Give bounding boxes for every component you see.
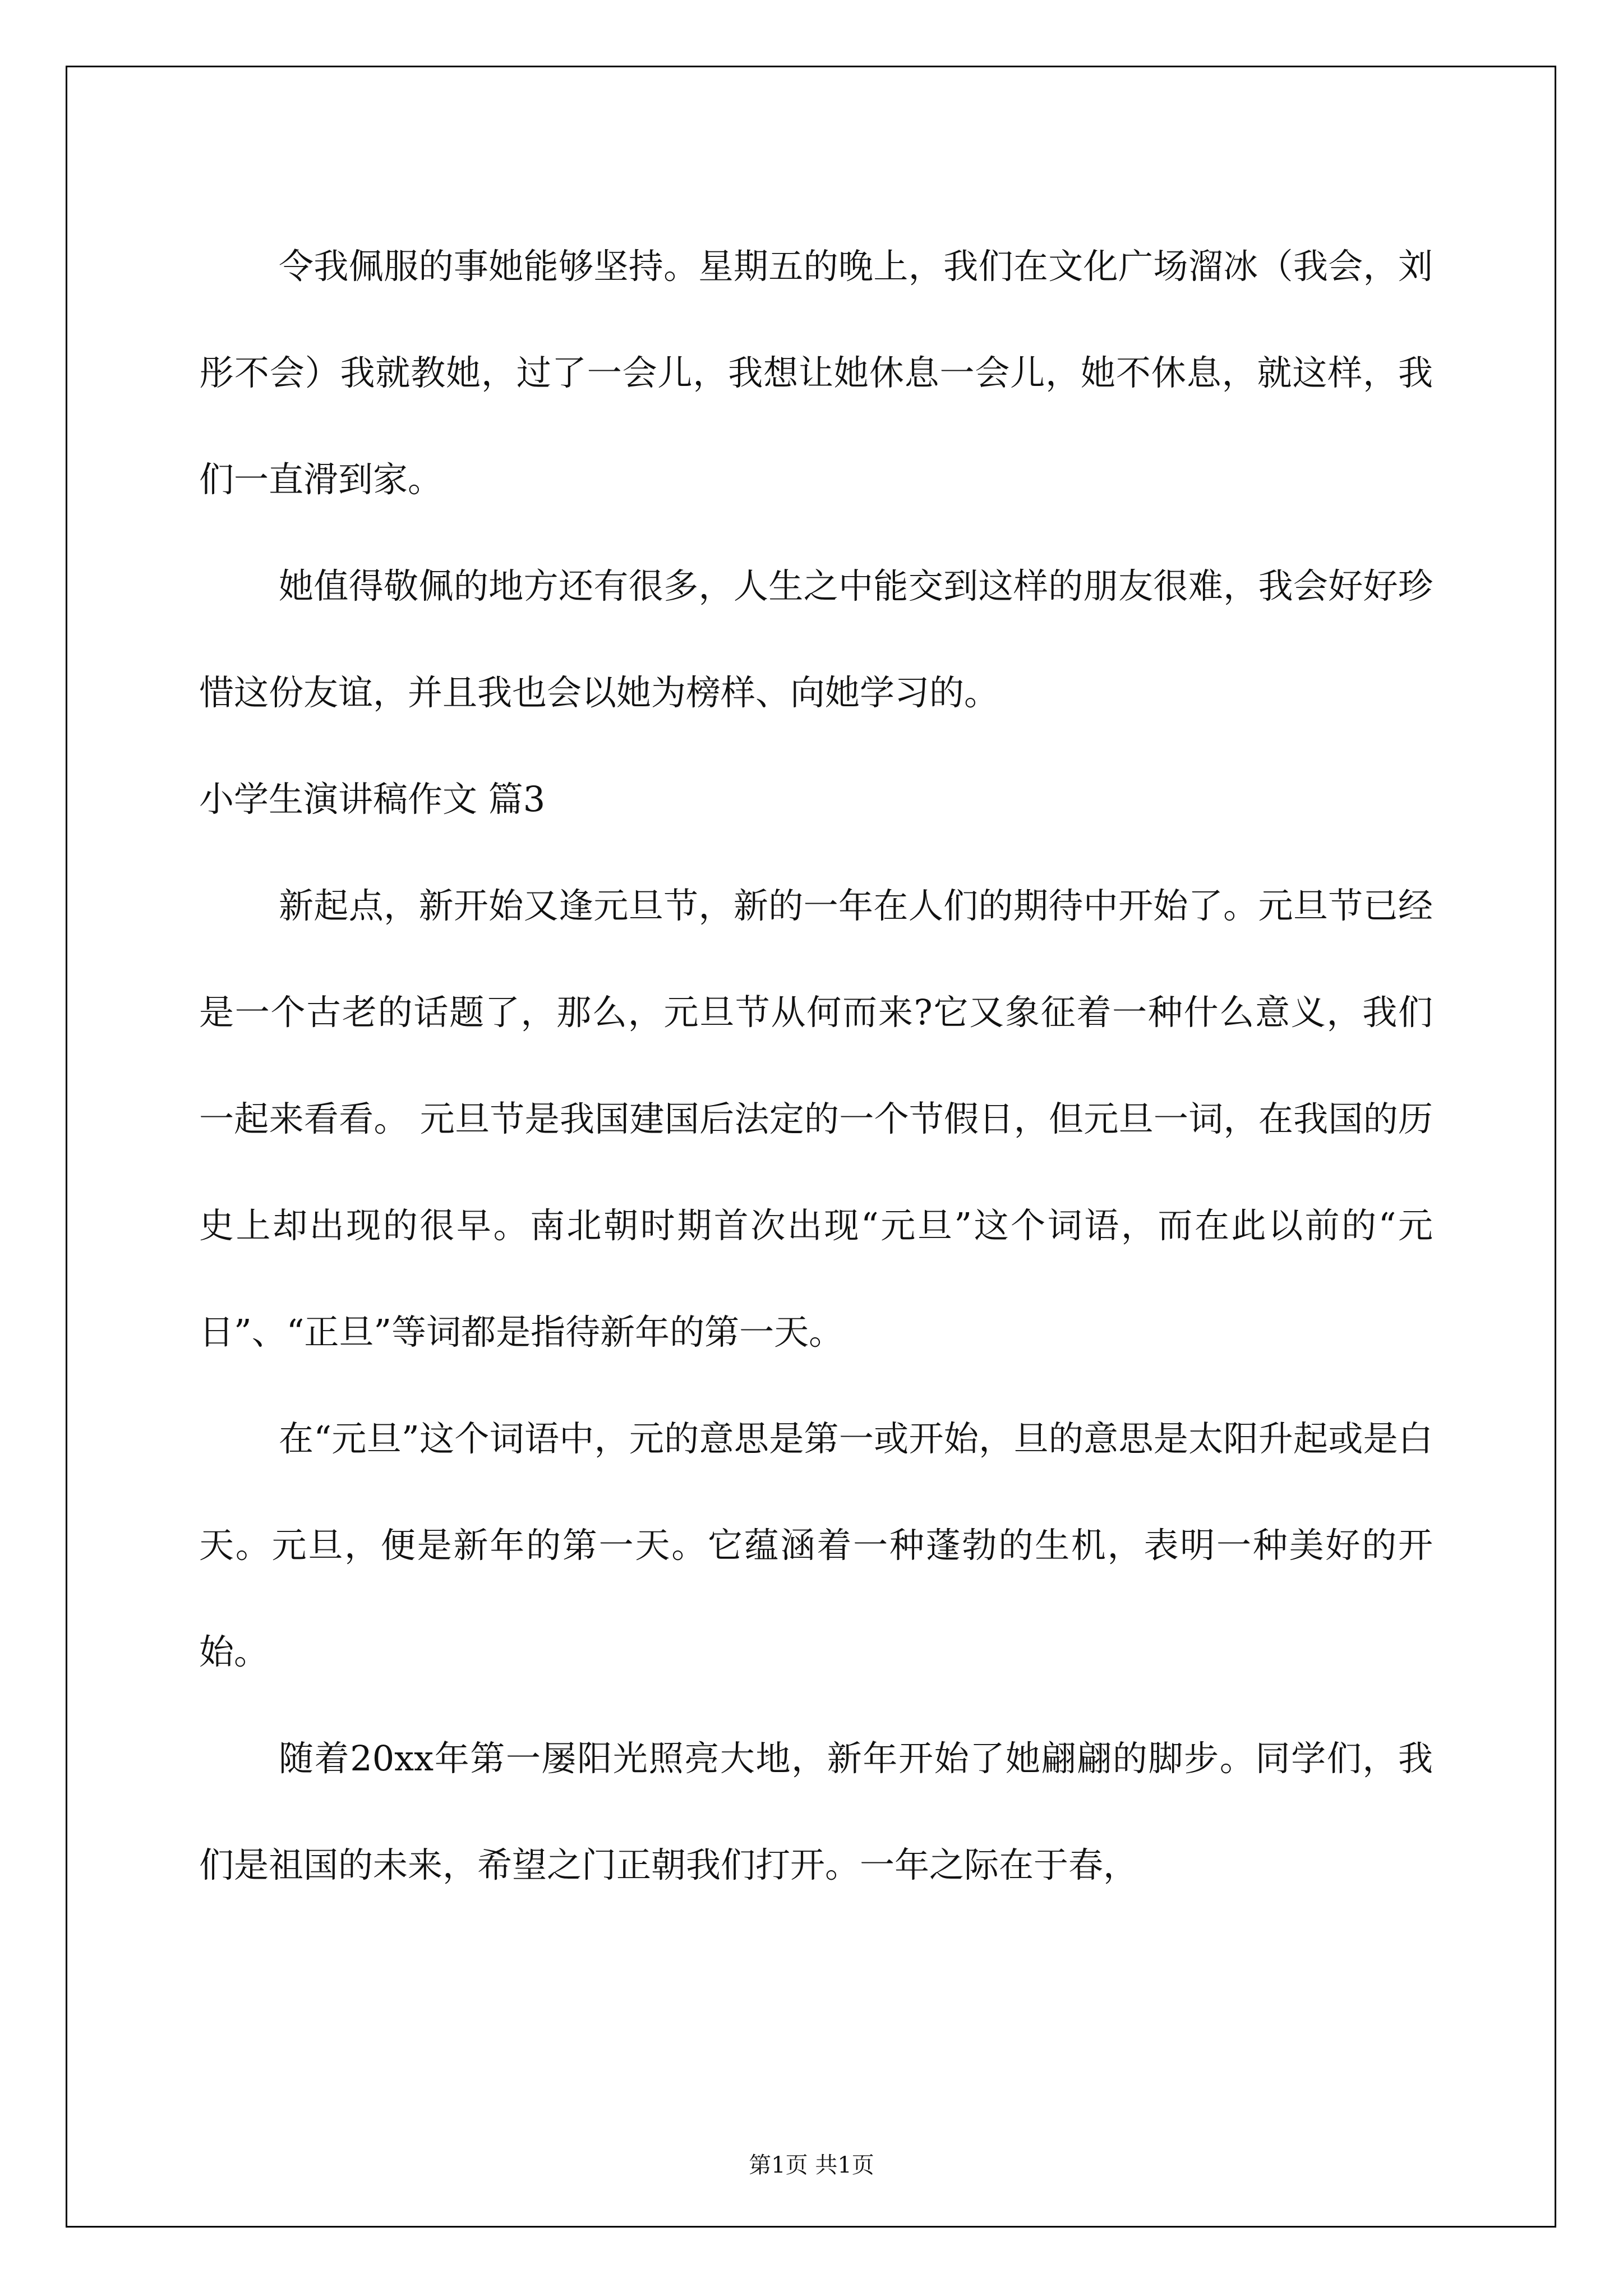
- paragraph-4: 在“元旦”这个词语中，元的意思是第一或开始，旦的意思是太阳升起或是白天。元旦，便是新年的第一天。它蕴涵着一种蓬勃的生机，表明一种美好的开始。: [199, 1418, 1433, 1672]
- paragraph-5: 随着20xx年第一屡阳光照亮大地，新年开始了她翩翩的脚步。同学们，我们是祖国的未来，希望之门正朝我们打开。一年之际在于春，: [199, 1738, 1433, 1885]
- section-heading: 小学生演讲稿作文 篇3: [199, 779, 546, 820]
- paragraph-1: 令我佩服的事她能够坚持。星期五的晚上，我们在文化广场溜冰（我会，刘彤不会）我就教她，过了一会儿，我想让她休息一会儿，她不休息，就这样，我们一直滑到家。: [199, 246, 1433, 500]
- document-body: [199, 213, 1433, 1918]
- paragraph-3: 新起点，新开始又逢元旦节，新的一年在人们的期待中开始了。元旦节已经是一个古老的话题了，那么，元旦节从何而来?它又象征着一种什么意义，我们一起来看看。 元旦节是我国建国后法定的一个节假日，但元旦一词，在我国的历史上却出现的很早。南北朝时期首次出现“元旦”这个词语，而在此以前的“元日”、“正旦”等词都是指待新年的第一天。: [199, 885, 1433, 1352]
- paragraph-2: 她值得敬佩的地方还有很多，人生之中能交到这样的朋友很难，我会好好珍惜这份友谊，并且我也会以她为榜样、向她学习的。: [199, 565, 1433, 713]
- page-footer: 第1页 共1页: [749, 2152, 874, 2178]
